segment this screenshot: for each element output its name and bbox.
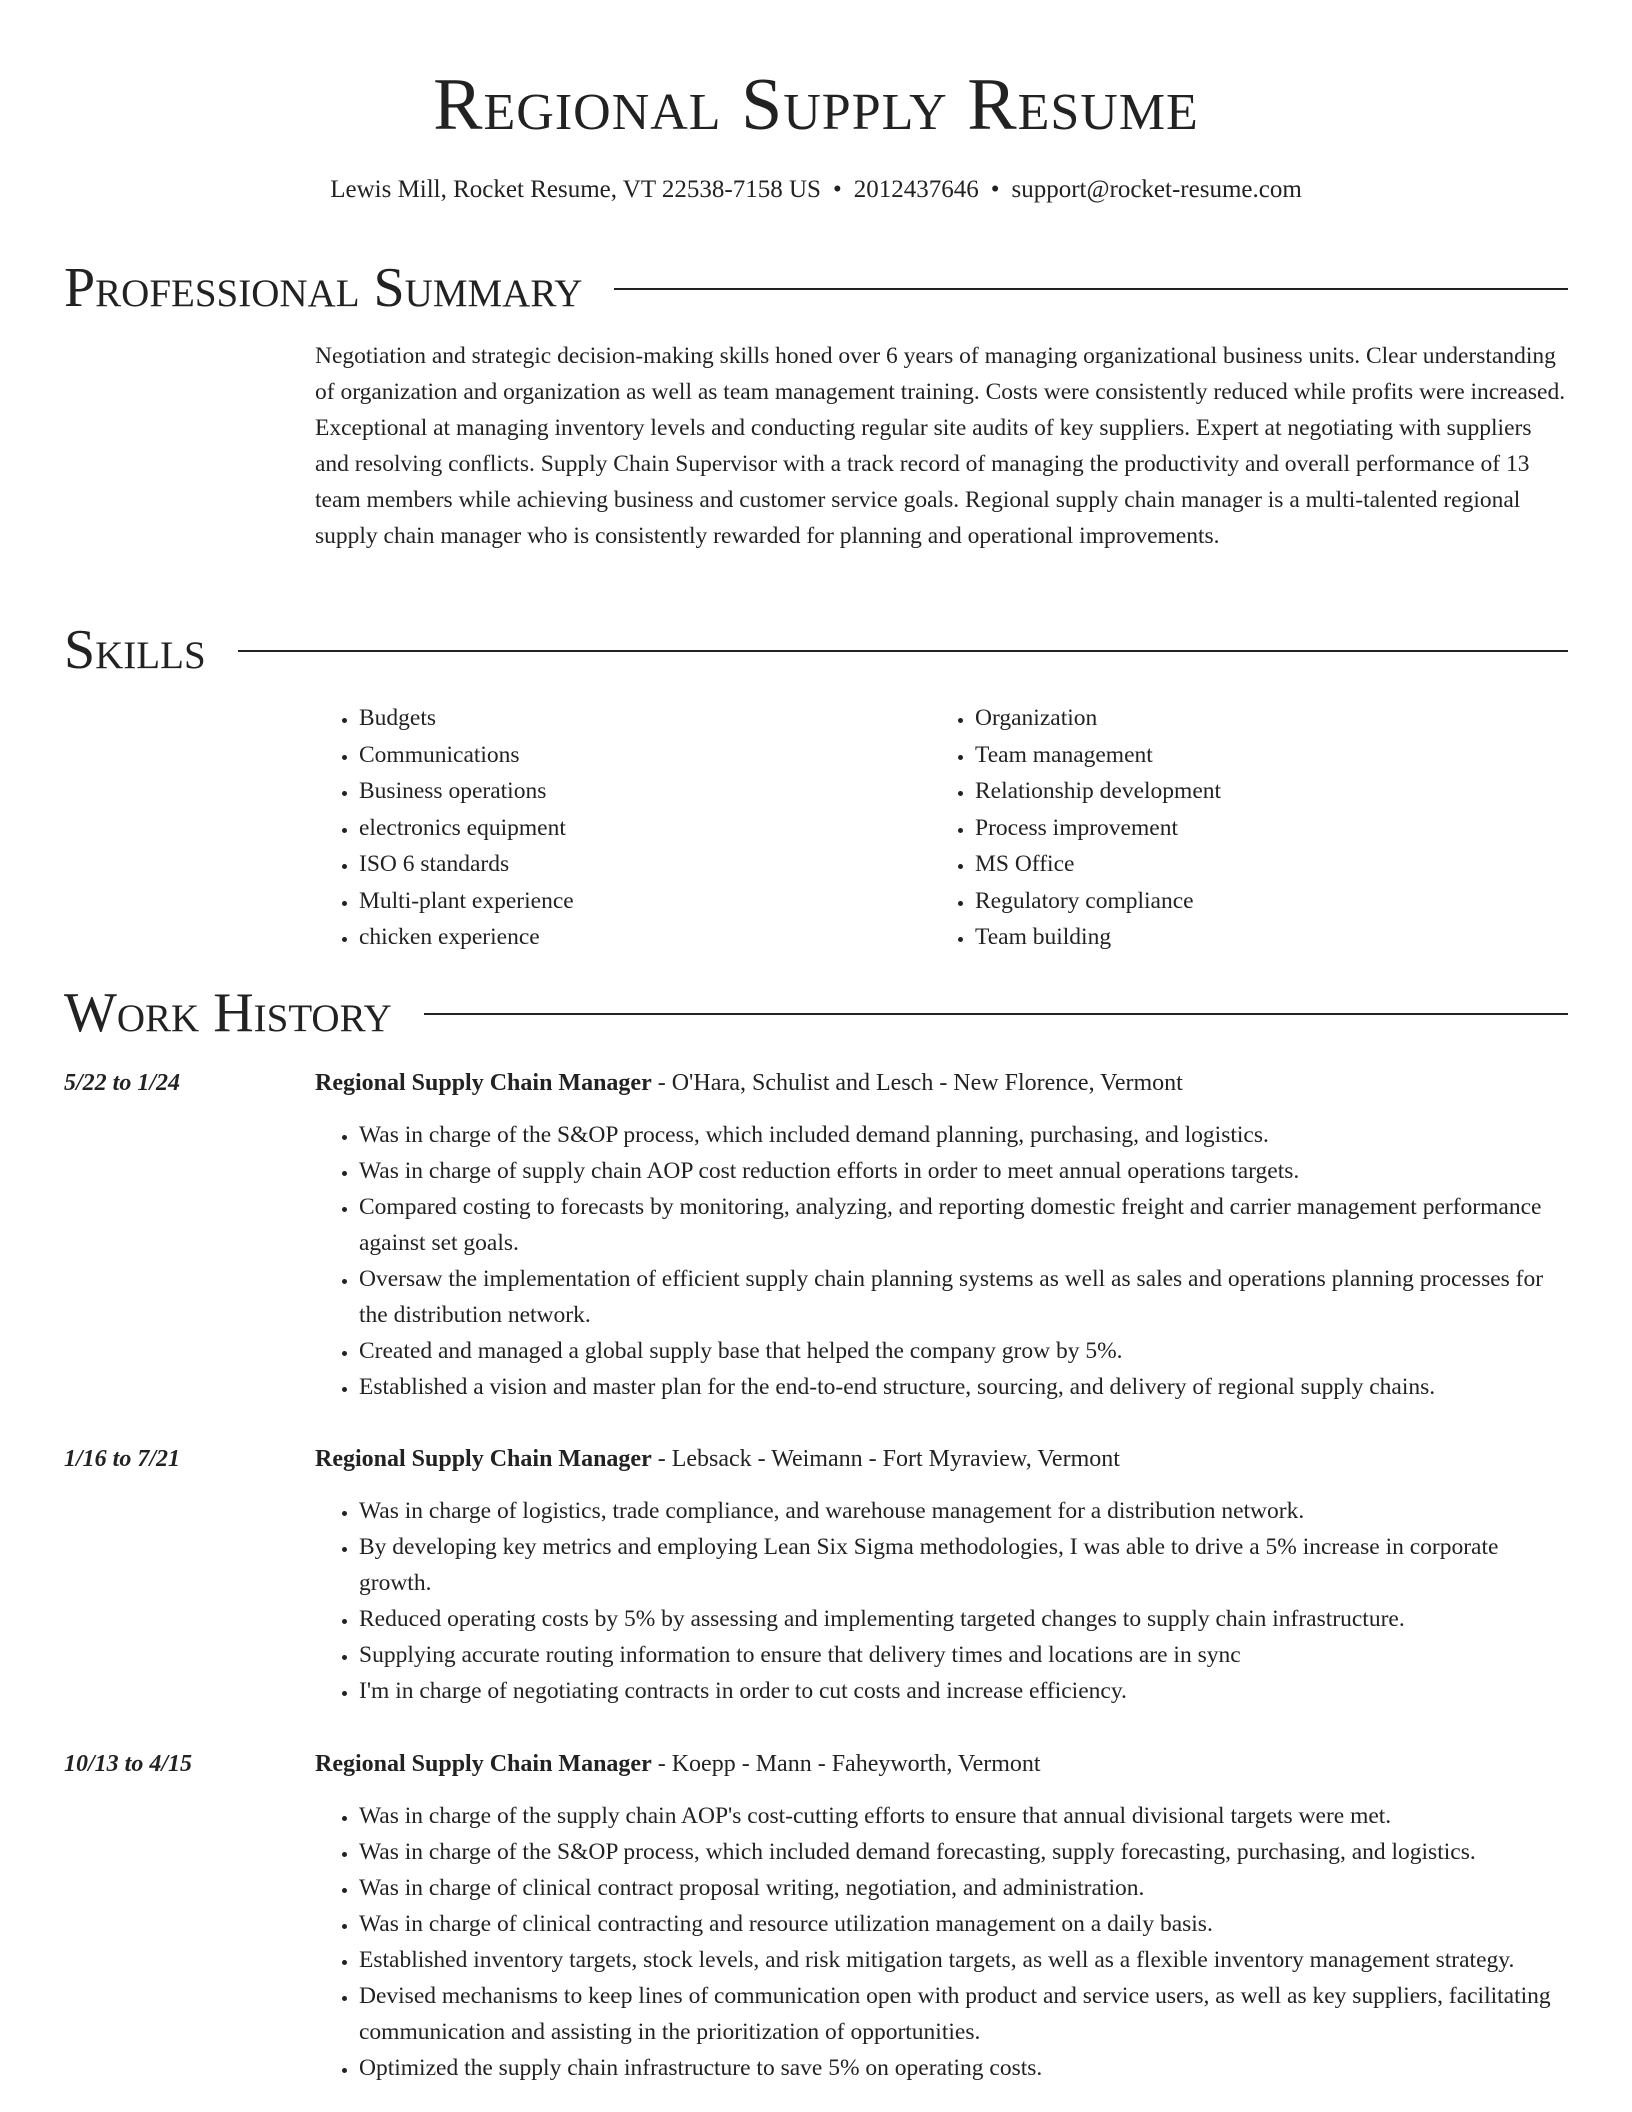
skills-list-left xyxy=(315,700,929,956)
skill-item: • Communications xyxy=(359,737,929,774)
skills-list-right xyxy=(931,700,1575,956)
contact-separator: • xyxy=(832,176,842,203)
job-role: Regional Supply Chain Manager xyxy=(315,1446,652,1472)
summary-title: Professional Summary xyxy=(64,257,583,319)
summary-text: Negotiation and strategic decision-making skills honed over 6 years of managing organizational business units. Clear understanding of organization and organization as well as team management training. Costs were consistently reduced while profits were increased. Exceptional at managing inventory levels and conducting regular site audits of key suppliers. Expert at negotiating with suppliers and resolving conflicts. Supply Chain Supervisor with a track record of managing the productivity and overall performance of 13 team members while achieving business and customer service goals. Regional supply chain manager is a multi-talented regional supply chain manager who is consistently rewarded for planning and operational improvements. xyxy=(315,343,1566,549)
job-date: 1/16 to 7/21 xyxy=(64,1446,181,1472)
skill-item: • Team management xyxy=(975,737,1575,774)
skill-item: • Business operations xyxy=(359,773,929,810)
job-heading xyxy=(315,1441,1120,1477)
section-divider xyxy=(614,288,1568,290)
contact-line xyxy=(0,174,1632,206)
contact-address: Lewis Mill, Rocket Resume, VT 22538-7158 US xyxy=(330,176,821,203)
job-date: 5/22 to 1/24 xyxy=(64,1070,181,1096)
skill-item: • Relationship development xyxy=(975,773,1575,810)
contact-email: support@rocket-resume.com xyxy=(1011,176,1302,203)
work-section-header xyxy=(64,981,1568,1045)
job-bullet: • Was in charge of the S&OP process, which included demand forecasting, supply forecasting, purchasing, and logistics. xyxy=(359,1834,1567,1870)
skill-item: • Regulatory compliance xyxy=(975,883,1575,920)
job-bullet: • Reduced operating costs by 5% by assessing and implementing targeted changes to supply chain infrastructure. xyxy=(359,1601,1567,1637)
job-bullets xyxy=(315,1117,1567,1405)
skill-item: • Budgets xyxy=(359,700,929,737)
job-role: Regional Supply Chain Manager xyxy=(315,1751,652,1777)
job-employer: - Koepp - Mann - Faheyworth, Vermont xyxy=(651,1751,1041,1777)
job-bullet: • Compared costing to forecasts by monitoring, analyzing, and reporting domestic freight and carrier management performance against set goals. xyxy=(359,1189,1567,1261)
contact-phone: 2012437646 xyxy=(853,176,979,203)
job-bullet: • Supplying accurate routing information to ensure that delivery times and locations are in sync xyxy=(359,1637,1567,1673)
job-bullet: • Was in charge of clinical contracting and resource utilization management on a daily basis. xyxy=(359,1906,1567,1942)
job-bullet: • Optimized the supply chain infrastructure to save 5% on operating costs. xyxy=(359,2050,1567,2086)
skill-item: • Team building xyxy=(975,919,1575,956)
job-bullet: • Was in charge of logistics, trade compliance, and warehouse management for a distribution network. xyxy=(359,1493,1567,1529)
job-bullet: • Was in charge of clinical contract proposal writing, negotiation, and administration. xyxy=(359,1870,1567,1906)
job-bullets xyxy=(315,1493,1567,1709)
job-bullet: • Oversaw the implementation of efficient supply chain planning systems as well as sales and operations planning processes for the distribution network. xyxy=(359,1261,1567,1333)
job-date: 10/13 to 4/15 xyxy=(64,1751,193,1777)
section-divider xyxy=(238,650,1568,652)
skills-section-header xyxy=(64,618,1568,682)
job-bullets xyxy=(315,1798,1567,2086)
job-heading xyxy=(315,1065,1183,1101)
job-bullet: • Established a vision and master plan for the end-to-end structure, sourcing, and delivery of regional supply chains. xyxy=(359,1369,1567,1405)
job-bullet: • Was in charge of the supply chain AOP's cost-cutting efforts to ensure that annual divisional targets were met. xyxy=(359,1798,1567,1834)
job-bullet: • I'm in charge of negotiating contracts in order to cut costs and increase efficiency. xyxy=(359,1673,1567,1709)
job-bullet: • Devised mechanisms to keep lines of communication open with product and service users, as well as key suppliers, facilitating communication and assisting in the prioritization of opportunities. xyxy=(359,1978,1567,2050)
job-employer: - O'Hara, Schulist and Lesch - New Florence, Vermont xyxy=(651,1070,1183,1096)
job-employer: - Lebsack - Weimann - Fort Myraview, Vermont xyxy=(651,1446,1120,1472)
skill-item: • MS Office xyxy=(975,846,1575,883)
job-bullet: • Was in charge of supply chain AOP cost reduction efforts in order to meet annual operations targets. xyxy=(359,1153,1567,1189)
skill-item: • chicken experience xyxy=(359,919,929,956)
skill-item: • ISO 6 standards xyxy=(359,846,929,883)
job-bullet: • Established inventory targets, stock levels, and risk mitigation targets, as well as a flexible inventory management strategy. xyxy=(359,1942,1567,1978)
job-bullet: • Was in charge of the S&OP process, which included demand planning, purchasing, and logistics. xyxy=(359,1117,1567,1153)
summary-section-header xyxy=(64,256,1568,320)
skill-item: • Multi-plant experience xyxy=(359,883,929,920)
job-role: Regional Supply Chain Manager xyxy=(315,1070,652,1096)
skill-item: • Process improvement xyxy=(975,810,1575,847)
skill-item: • Organization xyxy=(975,700,1575,737)
job-bullet: • Created and managed a global supply base that helped the company grow by 5%. xyxy=(359,1333,1567,1369)
job-bullet: • By developing key metrics and employing Lean Six Sigma methodologies, I was able to drive a 5% increase in corporate growth. xyxy=(359,1529,1567,1601)
skill-item: • electronics equipment xyxy=(359,810,929,847)
resume-name: Regional Supply Resume xyxy=(433,64,1199,146)
skills-title: Skills xyxy=(64,619,206,681)
contact-separator: • xyxy=(990,176,1000,203)
work-title: Work History xyxy=(64,982,392,1044)
job-heading xyxy=(315,1746,1041,1782)
section-divider xyxy=(424,1013,1568,1015)
